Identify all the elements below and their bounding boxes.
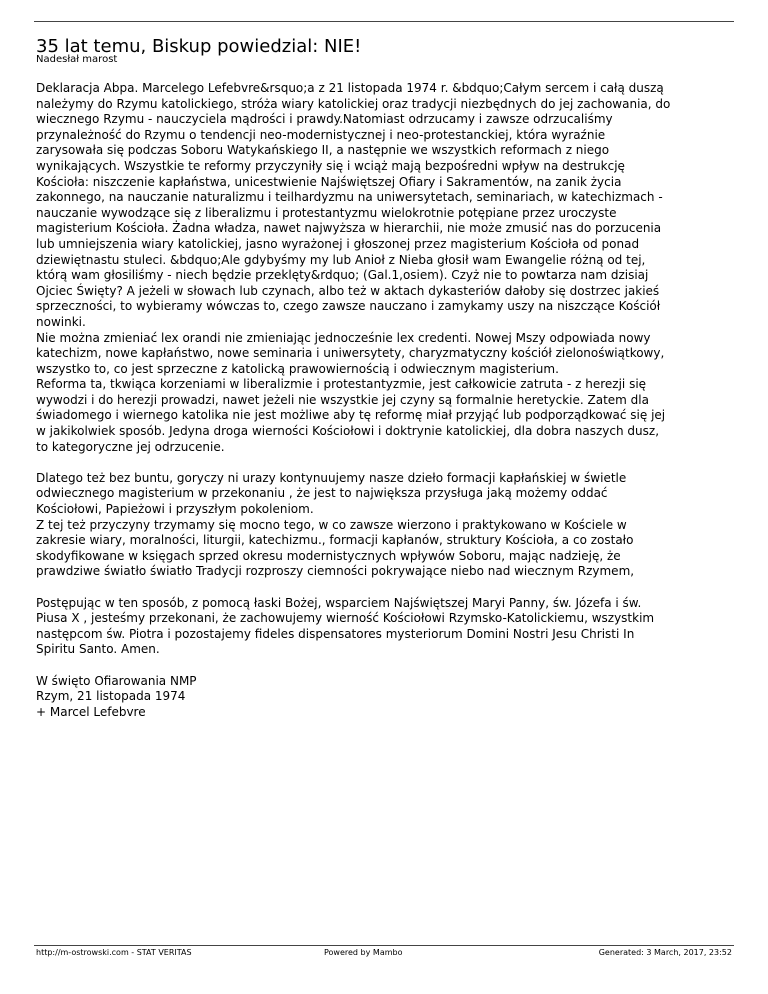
text-line: Reforma ta, tkwiąca korzeniami w liberalizmie i protestantyzmie, jest całkowicie zatruta - z herezji się [36,377,647,392]
text-line: Nie można zmieniać lex orandi nie zmieniając jednocześnie lex credenti. Nowej Mszy odpowiada nowy [36,330,651,345]
text-line: odwiecznego magisterium w przekonaniu , że jest to największa przysługa jaką możemy oddać [36,486,608,501]
text-line: dziewiętnastu stuleci. &bdquo;Ale gdybyśmy my lub Anioł z Nieba głosił wam Ewangelie różną od tej, [36,252,646,267]
text-line: Dlatego też bez buntu, goryczy ni urazy kontynuujemy nasze dzieło formacji kapłańskiej w świetle [36,470,627,485]
paragraph-gap [36,580,736,596]
text-line: należymy do Rzymu katolickiego, stróża wiary katolickiej oraz tradycji niezbędnych do jej zachowania, do [36,96,671,111]
paragraph-declaration [36,81,736,455]
text-line: którą wam głosiliśmy - niech będzie przeklęty&rdquo; (Gal.1,osiem). Czyż nie to powtarza nam dzisiaj [36,268,649,283]
text-line: Z tej też przyczyny trzymamy się mocno tego, w co zawsze wierzono i praktykowano w Kościele w [36,517,627,532]
text-line: nowinki. [36,314,86,329]
text-line: Ojciec Święty? A jeżeli w słowach lub czynach, albo też w aktach dykasteriów dałoby się dostrzec jakieś [36,283,660,298]
text-line: Kościoła: niszczenie kapłaństwa, unicestwienie Najświętszej Ofiary i Sakramentów, na zanik życia [36,174,622,189]
text-line: magisterium Kościoła. Żadna władza, nawet najwyższa w hierarchii, nie może zmusić nas do porzucenia [36,221,662,236]
paragraph-gap [36,455,736,471]
text-line: Deklaracja Abpa. Marcelego Lefebvre&rsquo;a z 21 listopada 1974 r. &bdquo;Całym sercem i całą duszą [36,81,664,95]
paragraph-mission [36,471,736,580]
text-line: prawdziwe światło światło Tradycji rozproszy ciemności pokrywające niebo nad wiecznym Rzymem, [36,564,635,579]
text-line: wynikających. Wszystkie te reformy przyczyniły się i wciąż mają bezpośredni wpływ na destrukcję [36,158,625,173]
text-line: wywodzi i do herezji prowadzi, nawet jeżeli nie wszystkie jej czyny są formalnie heretyckie. Zatem dla [36,392,649,407]
text-line: Postępując w ten sposób, z pomocą łaski Bożej, wsparciem Najświętszej Maryi Panny, św. Józefa i św. [36,595,642,610]
text-line: Piusa X , jesteśmy przekonani, że zachowujemy wierność Kościołowi Rzymsko-Katolickiemu, wszystkim [36,611,655,626]
text-line: następcom św. Piotra i pozostajemy fideles dispensatores mysteriorum Domini Nostri Jesu Christi In [36,626,635,641]
text-line: lub umniejszenia wiary katolickiej, jasno wyrażonej i głoszonej przez magisterium Kościoła od ponad [36,236,640,251]
signature-place-line: Rzym, 21 listopada 1974 [36,689,186,704]
text-line: zakresie wiary, moralności, liturgii, katechizmu., formacji kapłanów, struktury Kościoła, a co zostało [36,533,634,548]
footer-site-link[interactable]: http://m-ostrowski.com - STAT VERITAS [36,948,192,957]
signature-date-line: W święto Ofiarowania NMP [36,673,197,688]
author-byline: Nadesłał marost [36,54,118,65]
text-line: katechizm, nowe kapłaństwo, nowe seminaria i uniwersytety, charyzmatyczny kościół zielonoświątkowy, [36,346,665,361]
footer-powered-by: Powered by Mambo [324,948,403,957]
signature-block [36,674,736,721]
text-line: wiecznego Rzymu - nauczyciela mądrości i prawdy.Natomiast odrzucamy i zawsze odrzucaliśmy [36,112,613,127]
page-title: 35 lat temu, Biskup powiedzial: NIE! [36,36,362,57]
top-rule [34,21,734,22]
text-line: w jakikolwiek sposób. Jedyna droga wierności Kościołowi i doktrynie katolickiej, dla dobra naszych dusz, [36,424,660,439]
text-line: sprzeczności, to wybieramy wówczas to, czego zawsze nauczano i zamykamy uszy na niszczące Kościół [36,299,661,314]
text-line: Kościołowi, Papieżowi i przyszłym pokoleniom. [36,502,314,517]
text-line: zakonnego, na nauczanie naturalizmu i teilhardyzmu na uniwersytetach, seminariach, w katechizmach - [36,190,663,205]
text-line: to kategoryczne jej odrzucenie. [36,439,225,454]
paragraph-gap [36,658,736,674]
text-line: nauczanie wywodzące się z liberalizmu i protestantyzmu wielokrotnie potępiane przez uroczyste [36,205,617,220]
footer-generated-date: Generated: 3 March, 2017, 23:52 [598,948,732,957]
signature-name-line: + Marcel Lefebvre [36,704,146,719]
text-line: świadomego i wiernego katolika nie jest możliwe aby tę reformę miał przyjąć lub podporządkować się jej [36,408,666,423]
text-line: przynależność do Rzymu o tendencji neo-modernistycznej i neo-protestanckiej, która wyraźnie [36,127,606,142]
bottom-rule [34,945,734,946]
text-line: Spiritu Santo. Amen. [36,642,160,657]
text-line: zarysowała się podczas Soboru Watykańskiego II, a następnie we wszystkich reformach z niego [36,143,610,158]
text-line: wszystko to, co jest sprzeczne z katolicką prawowiernością i odwiecznym magisterium. [36,361,559,376]
paragraph-conclusion [36,596,736,658]
text-line: skodyfikowane w księgach sprzed okresu modernistycznych wpływów Soboru, mając nadzieję, że [36,548,621,563]
article-body [36,81,736,720]
